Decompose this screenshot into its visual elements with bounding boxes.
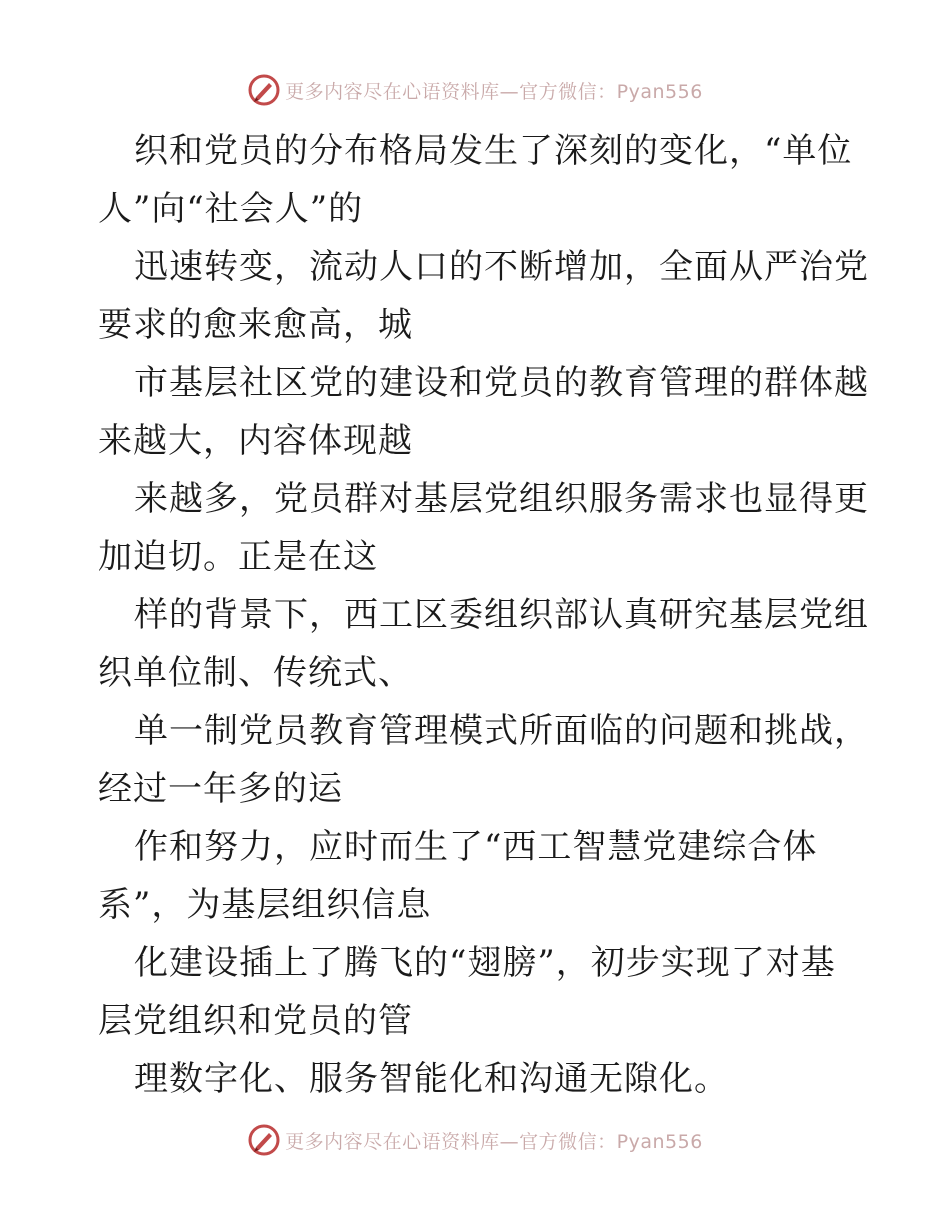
paragraph (98, 354, 869, 470)
text-line: 层党组织和党员的管 (98, 1001, 413, 1041)
paragraph (98, 702, 869, 818)
watermark-text: 更多内容尽在心语资料库—官方微信：Pyan556 (285, 80, 703, 103)
pen-logo-icon (247, 1123, 281, 1157)
pen-logo-icon (247, 73, 281, 107)
text-line: 织和党员的分布格局发生了深刻的变化，“单位 (134, 131, 853, 171)
header-watermark (0, 70, 950, 110)
text-line: 要求的愈来愈高，城 (98, 305, 413, 345)
footer-watermark (0, 1120, 950, 1160)
text-line: 市基层社区党的建设和党员的教育管理的群体越 (134, 363, 869, 403)
paragraph (98, 122, 858, 238)
paragraph (98, 934, 858, 1050)
text-line: 织单位制、传统式、 (98, 653, 413, 693)
text-line: 人”向“社会人”的 (98, 189, 364, 229)
text-line: 迅速转变，流动人口的不断增加，全面从严治党 (134, 247, 869, 287)
text-line: 单一制党员教育管理模式所面临的问题和挑战， (134, 711, 869, 751)
paragraph (98, 238, 869, 354)
text-line: 加迫切。正是在这 (98, 537, 378, 577)
text-line: 来越大，内容体现越 (98, 421, 413, 461)
paragraph (98, 818, 858, 934)
paragraph (98, 470, 869, 586)
text-line: 系”，为基层组织信息 (98, 885, 432, 925)
text-line: 样的背景下，西工区委组织部认真研究基层党组 (134, 595, 869, 635)
watermark-text: 更多内容尽在心语资料库—官方微信：Pyan556 (285, 1130, 703, 1153)
text-line: 作和努力，应时而生了“西工智慧党建综合体 (134, 827, 818, 867)
text-line: 理数字化、服务智能化和沟通无隙化。 (134, 1059, 729, 1099)
paragraph (98, 1050, 858, 1108)
document-body (98, 122, 869, 1108)
text-line: 经过一年多的运 (98, 769, 343, 809)
text-line: 来越多，党员群对基层党组织服务需求也显得更 (134, 479, 869, 519)
text-line: 化建设插上了腾飞的“翅膀”，初步实现了对基 (134, 943, 836, 983)
paragraph (98, 586, 869, 702)
